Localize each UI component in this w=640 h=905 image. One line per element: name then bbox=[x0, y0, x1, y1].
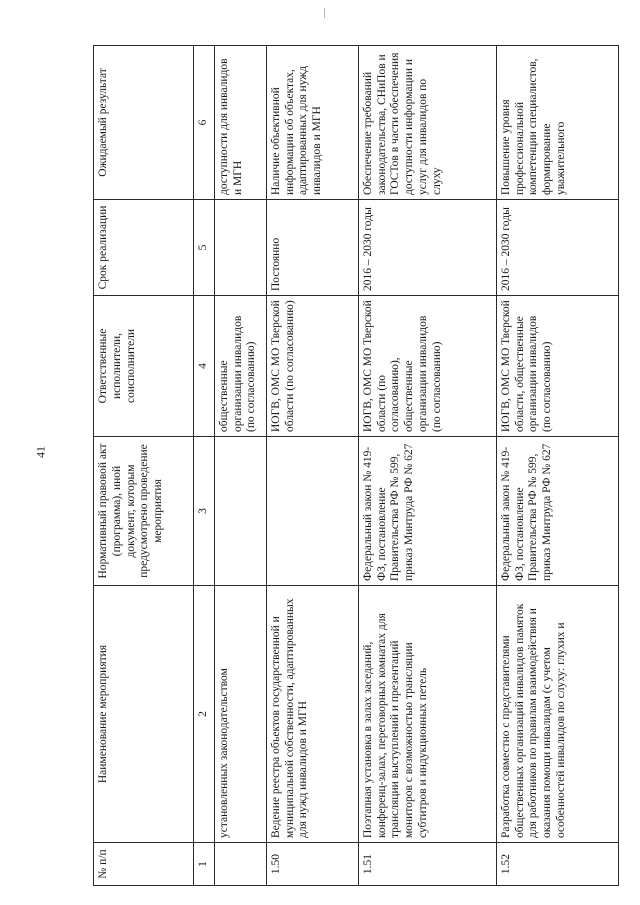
row-term: Постоянно bbox=[266, 200, 358, 296]
row-resp: ИОГВ, ОМС МО Тверской области (по согласованию), общественные организации инвалидов (по согласованию) bbox=[358, 296, 496, 437]
row-act: Федеральный закон № 419-ФЗ, постановление Правительства РФ № 599, приказ Минтруда РФ № 627 bbox=[496, 437, 618, 586]
row-name: Ведение реестра объектов государственной и муниципальной собственности, адаптированных для нужд инвалидов и МГН bbox=[266, 586, 358, 843]
row-num bbox=[214, 843, 266, 886]
row-num: 1.52 bbox=[496, 843, 618, 886]
row-num: 1.51 bbox=[358, 843, 496, 886]
column-number: 2 bbox=[194, 586, 215, 843]
column-number: 6 bbox=[194, 46, 215, 200]
table-row bbox=[496, 46, 618, 886]
row-name: Поэтапная установка в залах заседаний, конференц-залах, переговорных комнатах для трансляции выступлений и презентаций мониторов с возможностью трансляции субтитров и индукционных петель bbox=[358, 586, 496, 843]
header-num: № п/п bbox=[94, 843, 194, 886]
table-rotated-container bbox=[93, 46, 615, 886]
row-act bbox=[266, 437, 358, 586]
table-header-row bbox=[94, 46, 194, 886]
column-number: 3 bbox=[194, 437, 215, 586]
header-resp: Ответственные исполнители, соисполнители bbox=[94, 296, 194, 437]
table-row bbox=[358, 46, 496, 886]
row-act: Федеральный закон № 419-ФЗ, постановление Правительства РФ № 599, приказ Минтруда РФ № 627 bbox=[358, 437, 496, 586]
column-number: 1 bbox=[194, 843, 215, 886]
row-name: установленных законодательством bbox=[214, 586, 266, 843]
row-term bbox=[214, 200, 266, 296]
table-row bbox=[266, 46, 358, 886]
header-name: Наименование мероприятия bbox=[94, 586, 194, 843]
column-number: 5 bbox=[194, 200, 215, 296]
table-row bbox=[214, 46, 266, 886]
row-act bbox=[214, 437, 266, 586]
column-number: 4 bbox=[194, 296, 215, 437]
header-term: Срок реализации bbox=[94, 200, 194, 296]
row-resp: ИОГВ, ОМС МО Тверской области, общественные организации инвалидов (по согласованию) bbox=[496, 296, 618, 437]
row-term: 2016 – 2030 годы bbox=[496, 200, 618, 296]
row-term: 2016 – 2030 годы bbox=[358, 200, 496, 296]
row-num: 1.50 bbox=[266, 843, 358, 886]
page-number: 41 bbox=[33, 446, 48, 458]
header-result: Ожидаемый результат bbox=[94, 46, 194, 200]
row-result: доступности для инвалидов и МГН bbox=[214, 46, 266, 200]
column-number-row bbox=[194, 46, 215, 886]
row-result: Наличие объективной информации об объектах, адаптированных для нужд инвалидов и МГН bbox=[266, 46, 358, 200]
row-resp: общественные организации инвалидов (по согласованию) bbox=[214, 296, 266, 437]
row-resp: ИОГВ, ОМС МО Тверской области (по согласованию) bbox=[266, 296, 358, 437]
scan-mark bbox=[324, 8, 325, 18]
row-result: Обеспечение требований законодательства, СНиПов и ГОСТов в части обеспечения доступности информации и услуг для инвалидов по слуху bbox=[358, 46, 496, 200]
measures-table bbox=[93, 45, 619, 886]
header-act: Нормативный правовой акт (программа), иной документ, которым предусмотрено проведение мероприятия bbox=[94, 437, 194, 586]
row-name: Разработка совместно с представителями общественных организаций инвалидов памяток для работников по правилам взаимодействия и оказания помощи инвалидам (с учетом особенностей инвалидов по слуху: глухих и bbox=[496, 586, 618, 843]
row-result: Повышение уровня профессиональной компетенции специалистов, формирование уважительного bbox=[496, 46, 618, 200]
